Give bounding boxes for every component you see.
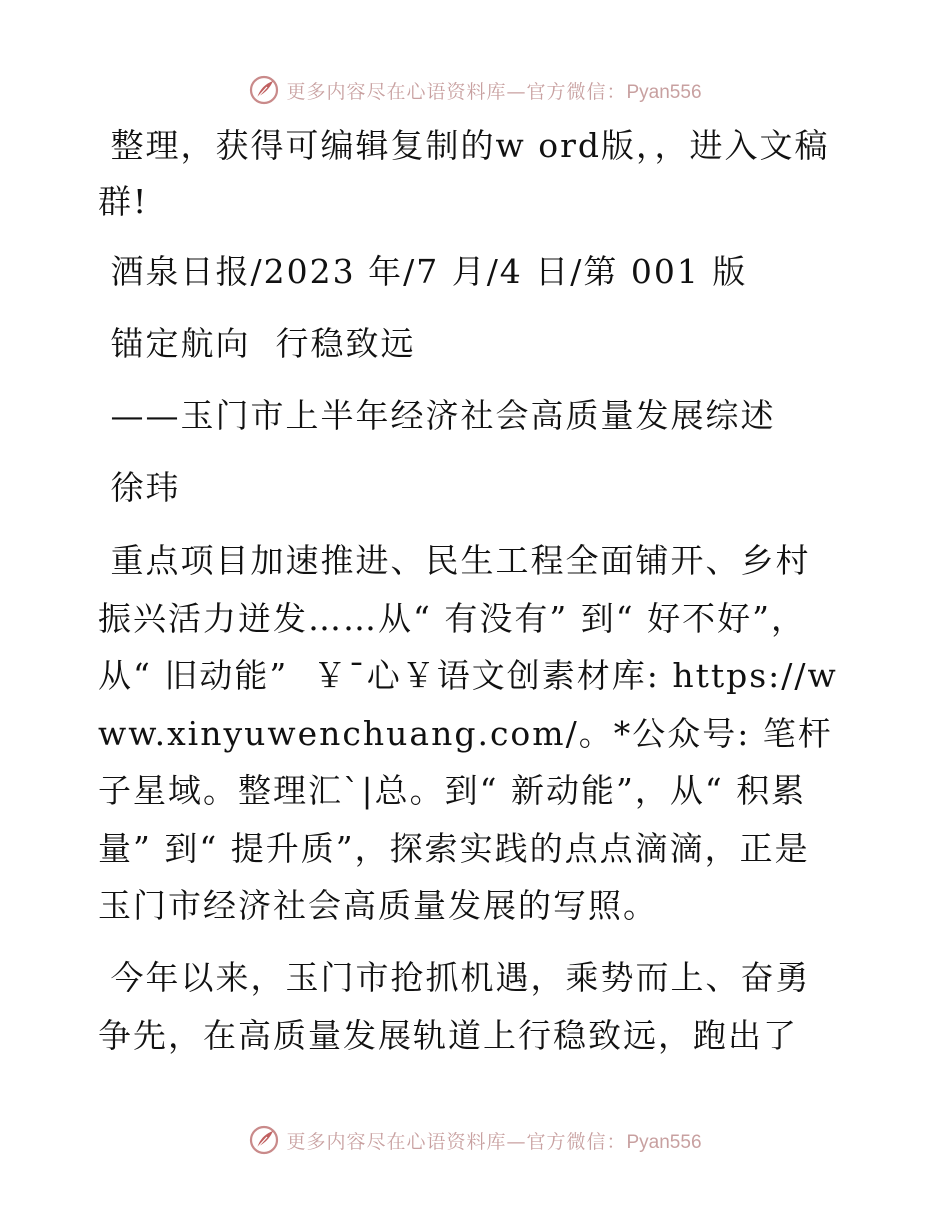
feather-pen-icon [248,1124,280,1156]
article-title: 锚定航向 行稳致远 [98,324,416,363]
watermark-text: 更多内容尽在心语资料库—官方微信： [286,80,627,103]
publication-info: 酒泉日报/2023 年/7 月/4 日/第 001 版 [98,252,748,291]
article-subtitle: ——玉门市上半年经济社会高质量发展综述 [98,396,776,435]
body-paragraph: 重点项目加速推进、民生工程全面铺开、乡村振兴活力迸发……从“ 有没有” 到“ 好不好”，从“ 旧动能” ￥¯心￥语文创素材库: https://www.xinyuwenchuang.com/。*公众号: 笔杆子星域。整理汇`|总。到“ 新动能”，从“ 积累量” 到“ 提升质”，探索实践的点点滴滴，正是玉门市经济社会高质量发展的写照。 [98,541,838,925]
footer-watermark [0,1120,950,1160]
watermark-id: Pyan556 [626,81,702,103]
feather-pen-icon [248,74,280,106]
watermark-id: Pyan556 [626,1131,702,1153]
intro-paragraph: 整理，获得可编辑复制的w ord版，，进入文稿群! [98,126,830,221]
article-author: 徐玮 [98,468,181,507]
header-watermark [0,70,950,110]
body-paragraph: 今年以来，玉门市抢抓机遇，乘势而上、奋勇争先，在高质量发展轨道上行稳致远，跑出了 [98,957,811,1055]
watermark-text: 更多内容尽在心语资料库—官方微信： [286,1130,627,1153]
document-body [98,118,838,1065]
